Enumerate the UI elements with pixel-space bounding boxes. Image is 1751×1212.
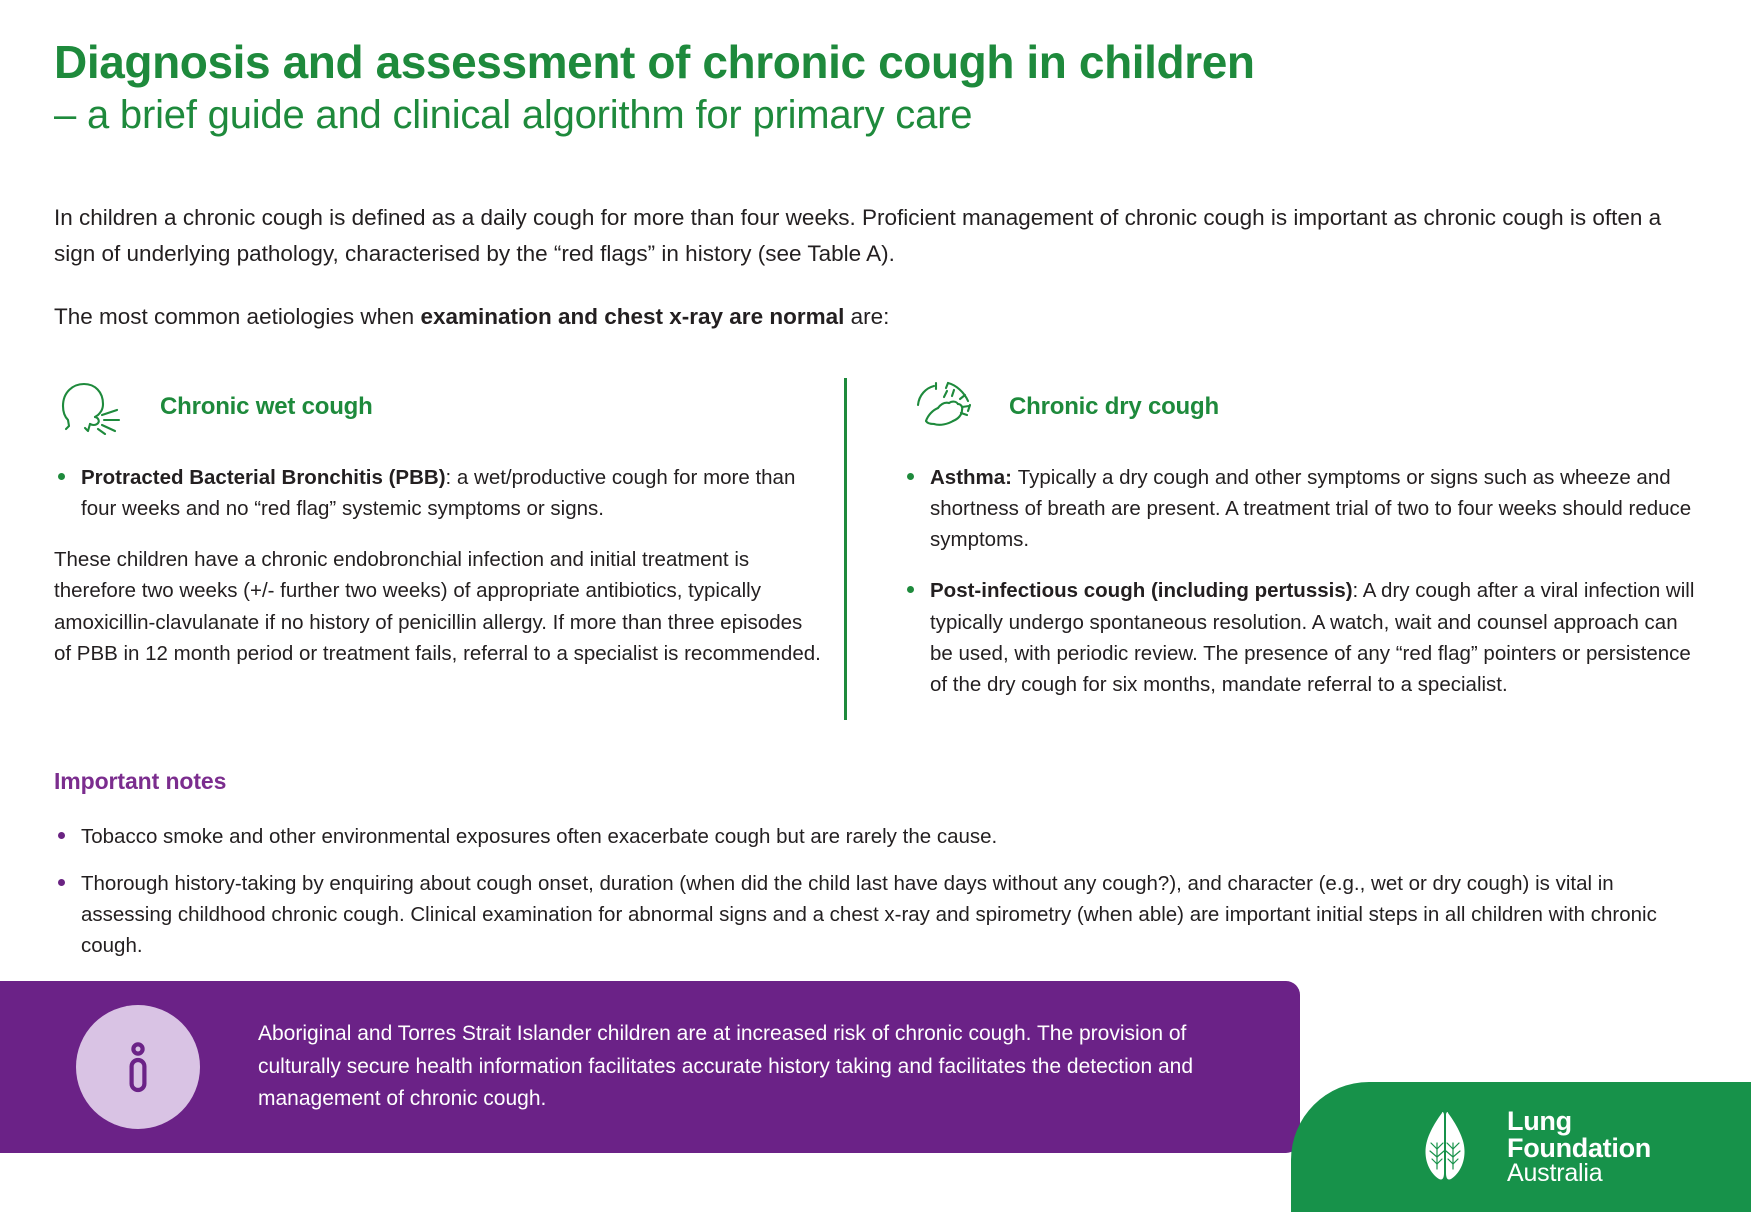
dry-cough-bullet-list xyxy=(903,462,1704,700)
important-notes-section xyxy=(54,768,1694,978)
intro-section xyxy=(54,200,1674,361)
coughing-head-profile-icon xyxy=(54,379,144,435)
logo-line-1: Lung xyxy=(1507,1105,1572,1136)
logo-wordmark xyxy=(1507,1105,1651,1188)
title-block xyxy=(54,38,1714,139)
lungs-leaf-icon xyxy=(1399,1101,1491,1193)
page-title: Diagnosis and assessment of chronic cough in children xyxy=(54,36,1255,88)
bullet-bold-lead: Post-infectious cough (including pertussis) xyxy=(930,579,1353,603)
intro-p2-after: are: xyxy=(844,303,890,329)
bullet-body: Typically a dry cough and other symptoms or signs such as wheeze and shortness of breath are present. A treatment trial of two to four weeks should reduce symptoms. xyxy=(930,466,1692,552)
intro-p2-emphasis: examination and chest x-ray are normal xyxy=(420,303,845,329)
cough-into-hand-icon xyxy=(903,379,993,435)
intro-paragraph-1: In children a chronic cough is defined as a daily cough for more than four weeks. Proficient management of chronic cough is important as chronic cough is often a sign of underlying pathology, characterised by the “red flags” in history (see Table A). xyxy=(54,205,1662,267)
list-item xyxy=(903,462,1704,555)
wet-cough-bullet-list xyxy=(54,462,824,524)
logo-line-3: Australia xyxy=(1507,1159,1603,1188)
chronic-wet-cough-column xyxy=(54,378,844,720)
chronic-dry-cough-column xyxy=(844,378,1704,720)
bullet-bold-lead: Protracted Bacterial Bronchitis (PBB) xyxy=(81,466,446,489)
list-item: Thorough history-taking by enquiring about cough onset, duration (when did the child last have days without any cough?), and character (e.g., wet or dry cough) is vital in assessing childhood chronic cough. Clinical examination for abnormal signs and a chest x-ray and spirometry (when able) are important initial steps in all children with chronic cough. xyxy=(54,868,1694,961)
info-callout-banner xyxy=(0,981,1300,1153)
list-item xyxy=(903,575,1704,700)
wet-cough-heading: Chronic wet cough xyxy=(160,393,373,420)
bullet-body: : A dry cough after a viral infection will typically undergo spontaneous resolution. A watch, wait and counsel approach can be used, with periodic review. The presence of any “red flag” pointers or persistence of the dry cough for six months, mandate referral to a specialist. xyxy=(930,579,1695,696)
bullet-body: : a wet/productive cough for more than four weeks and no “red flag” systemic symptoms or signs. xyxy=(81,466,796,521)
intro-p2-before: The most common aetiologies when xyxy=(54,303,421,329)
important-notes-heading: Important notes xyxy=(54,768,227,794)
bullet-bold-lead: Asthma: xyxy=(930,466,1018,489)
list-item: Tobacco smoke and other environmental exposures often exacerbate cough but are rarely the cause. xyxy=(54,821,1694,852)
dry-cough-header xyxy=(903,378,1704,436)
wet-cough-header xyxy=(54,378,824,436)
list-item xyxy=(54,462,824,524)
intro-paragraph-2 xyxy=(54,299,1674,335)
logo-line-2: Foundation xyxy=(1507,1132,1651,1163)
lung-foundation-australia-logo xyxy=(1291,1082,1751,1212)
info-icon xyxy=(76,1005,200,1129)
wet-cough-paragraph: These children have a chronic endobronchial infection and initial treatment is therefore two weeks (+/- further two weeks) of appropriate antibiotics, typically amoxicillin-clavulanate if no history of penicillin allergy. If more than three episodes of PBB in 12 month period or treatment fails, referral to a specialist is recommended. xyxy=(54,548,821,665)
aetiologies-columns xyxy=(54,378,1704,720)
dry-cough-heading: Chronic dry cough xyxy=(1009,393,1219,420)
important-notes-list xyxy=(54,821,1694,962)
page-subtitle: – a brief guide and clinical algorithm for primary care xyxy=(54,92,973,137)
callout-text: Aboriginal and Torres Strait Islander children are at increased risk of chronic cough. The provision of culturally secure health information facilitates accurate history taking and facilitates the detection and management of chronic cough. xyxy=(258,1022,1194,1111)
